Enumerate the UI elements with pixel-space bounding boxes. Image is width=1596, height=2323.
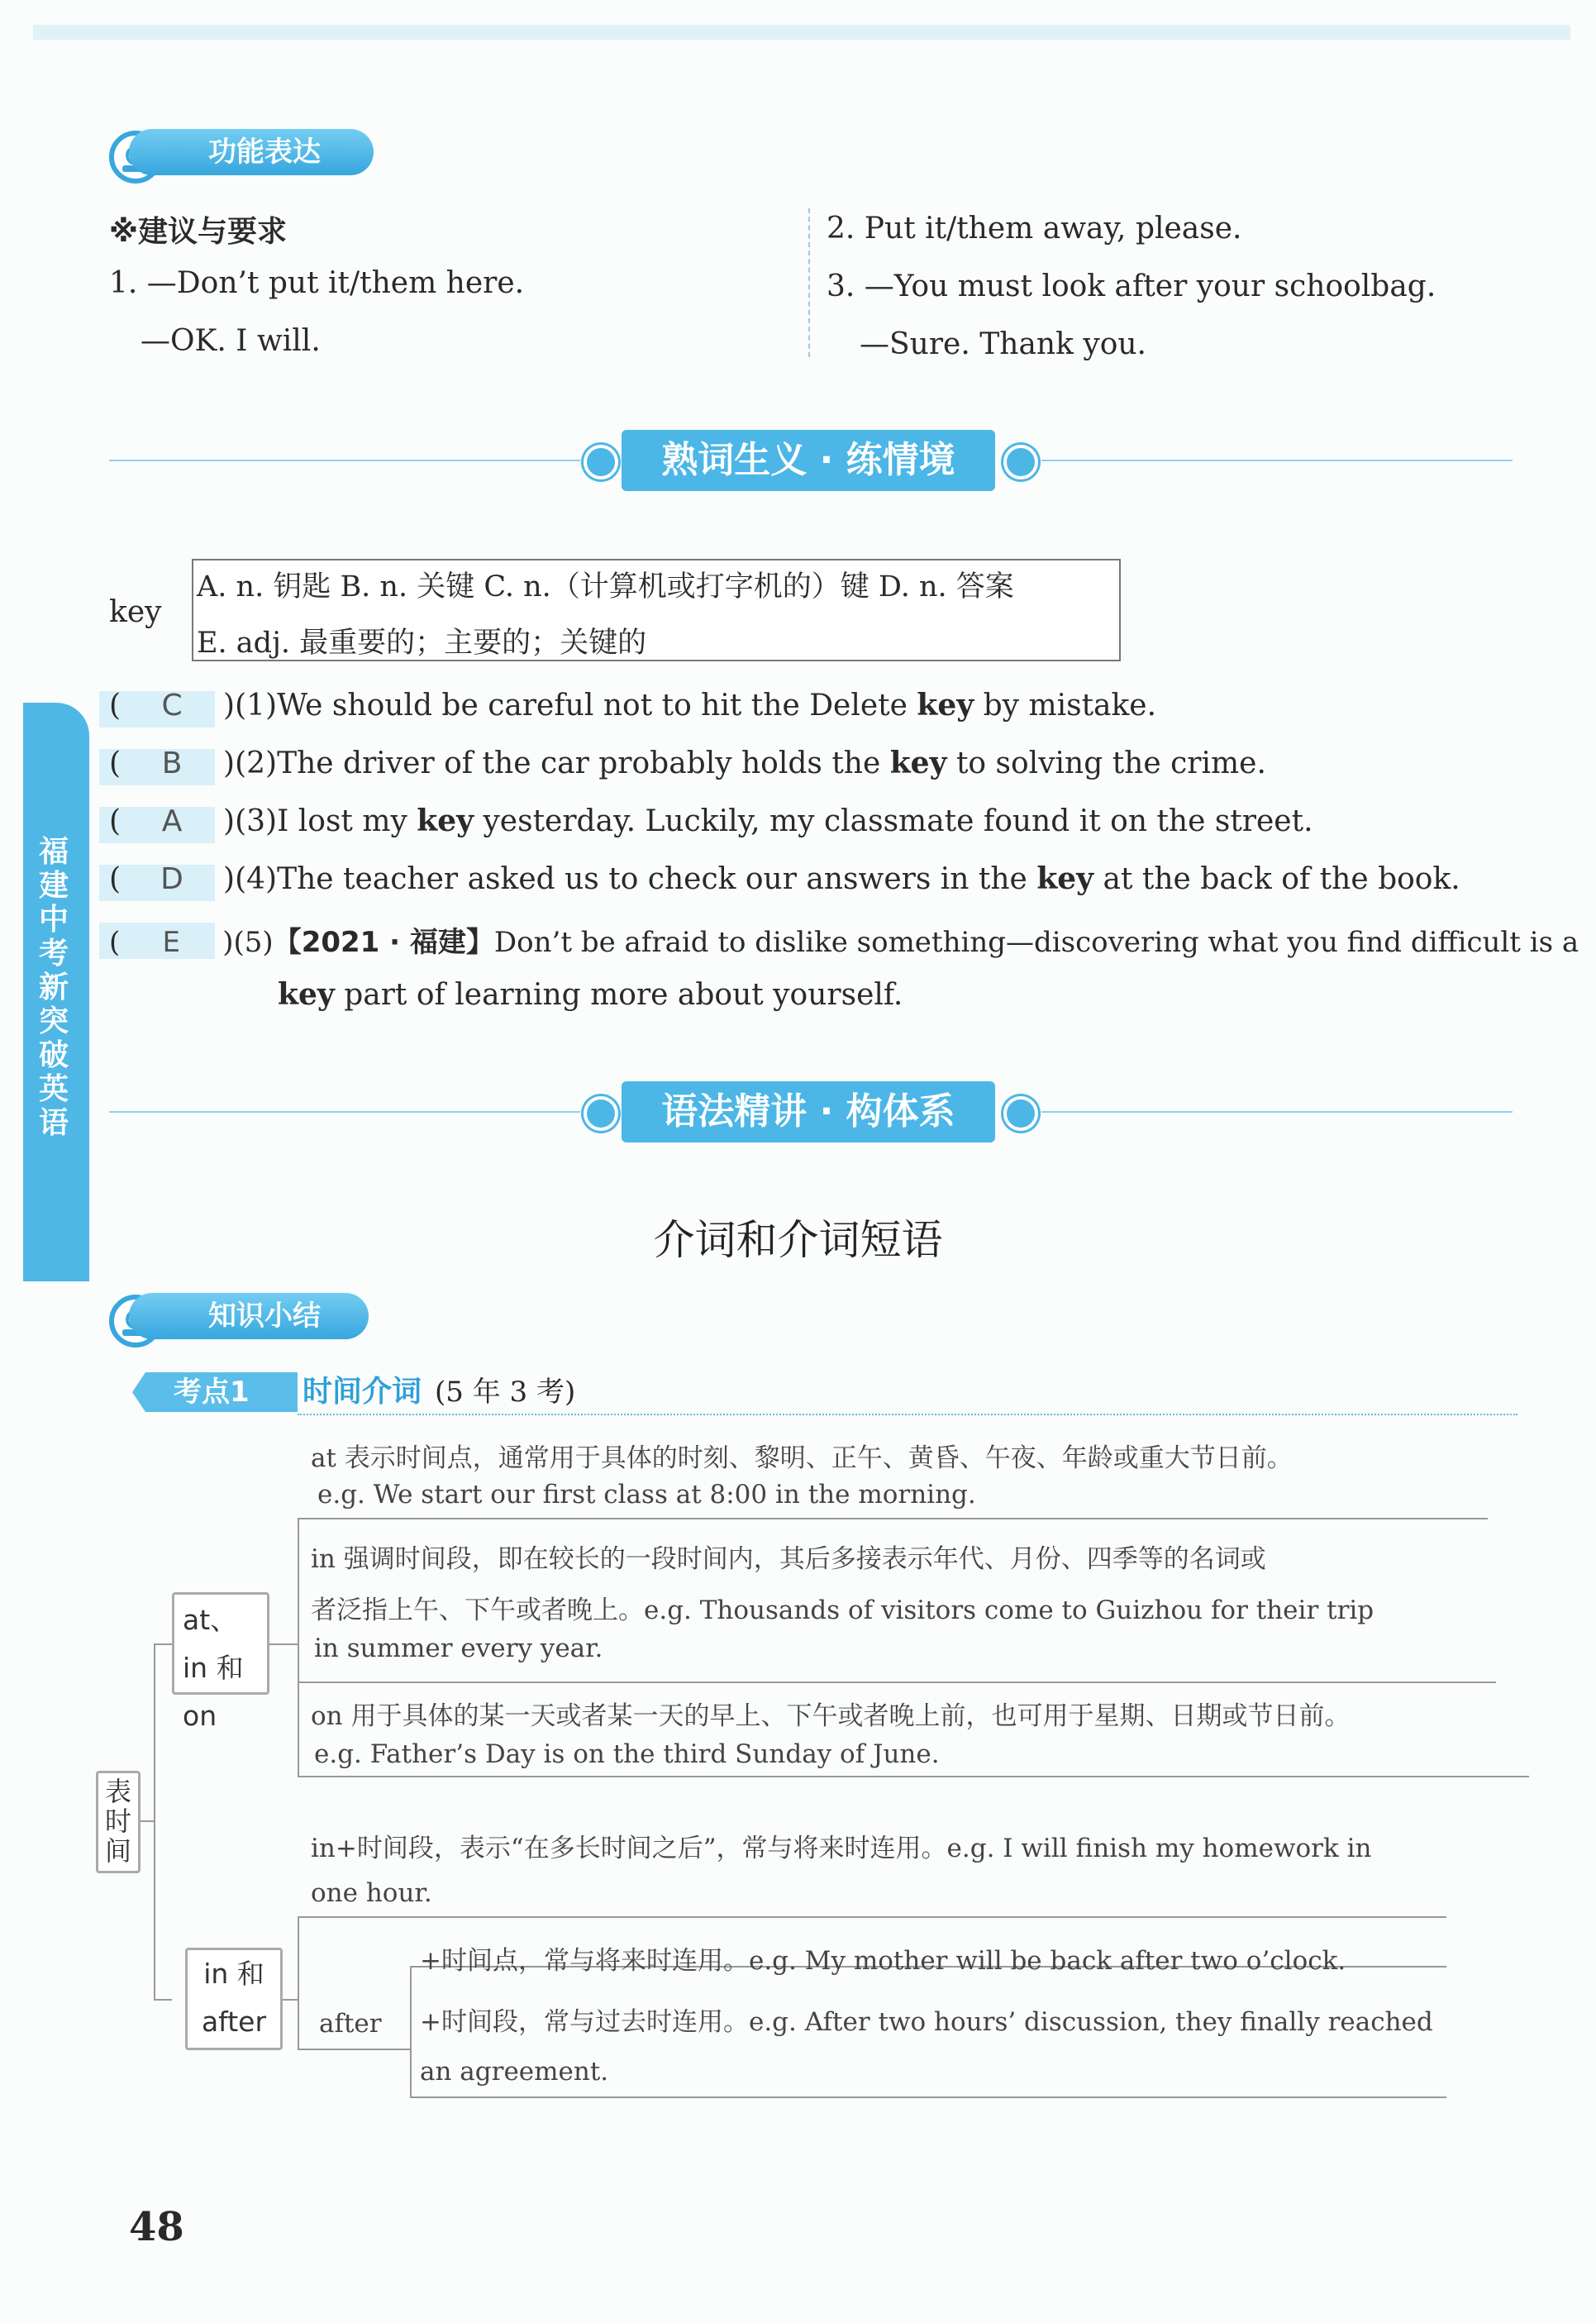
- grammar-topic: 介词和介词短语: [653, 1216, 943, 1264]
- function-right-line-2: 3. —You must look after your schoolbag.: [827, 270, 1436, 303]
- item-number: (3): [235, 804, 278, 838]
- node-in-after: in 和 after: [185, 1948, 283, 2050]
- divider-line-right: [1041, 460, 1513, 461]
- item-text-after: yesterday. Luckily, my classmate found it on the street.: [474, 804, 1313, 838]
- on-separator: [298, 1776, 1529, 1777]
- item-source: 【2021 · 福建】: [273, 926, 494, 959]
- in-period-text-1: in+时间段，表示“在多长时间之后”，常与将来时连用。e.g. I will finish my homework in: [311, 1834, 1372, 1863]
- function-right-line-1: 2. Put it/them away, please.: [827, 212, 1242, 246]
- at-example: e.g. We start our first class at 8:00 in the morning.: [317, 1480, 976, 1510]
- divider-line-left-2: [109, 1111, 580, 1113]
- branch-connector-1: [154, 1643, 172, 1645]
- banner-dot-right-2: [1003, 1096, 1038, 1131]
- answer-1: C: [161, 689, 183, 723]
- vocab-word: key: [109, 595, 162, 629]
- item-text-after: part of learning more about yourself.: [334, 978, 903, 1012]
- item-keyword: key: [278, 977, 335, 1012]
- banner-dot-left: [584, 445, 618, 479]
- divider-line-left: [109, 460, 580, 461]
- in-text-3: in summer every year.: [314, 1634, 603, 1663]
- root-connector: [141, 1820, 154, 1822]
- grammar-section-banner: 语法精讲 · 构体系: [622, 1081, 995, 1142]
- item-keyword: key: [917, 688, 974, 723]
- point-label: 考点1: [174, 1376, 250, 1409]
- at-text: at 表示时间点，通常用于具体的时刻、黎明、正午、黄昏、午夜、年龄或重大节日前。: [311, 1443, 1293, 1473]
- function-left-line-2: —OK. I will.: [141, 324, 321, 358]
- node-after: after: [319, 2009, 382, 2039]
- item-text-after: to solving the crime.: [946, 747, 1266, 780]
- point-underline: [298, 1414, 1517, 1415]
- banner-dot-left-2: [584, 1096, 618, 1131]
- in-text-1: in 强调时间段，即在较长的一段时间内，其后多接表示年代、月份、四季等的名词或: [311, 1544, 1266, 1574]
- answer-5: E: [162, 926, 180, 959]
- item-keyword: key: [889, 746, 947, 780]
- summary-title: 知识小结: [129, 1293, 369, 1339]
- item-text-before: Don’t be afraid to dislike something—discovering what you find difficult is a: [493, 926, 1579, 959]
- after-period-text-2: an agreement.: [420, 2057, 609, 2087]
- meanings-line-1: A. n. 钥匙 B. n. 关键 C. n.（计算机或打字机的）键 D. n. 答案: [197, 570, 1014, 603]
- after-node-underline: [298, 2049, 410, 2050]
- banner-dot-right: [1003, 445, 1038, 479]
- side-tab-text: 福建中考新突破 英语: [38, 835, 79, 1140]
- in-period-separator: [298, 1916, 1446, 1918]
- point-note: (5 年 3 考): [435, 1376, 576, 1409]
- item-number: (1): [235, 689, 278, 723]
- at-in-on-connector: [269, 1643, 298, 1645]
- item-text-after: at the back of the book.: [1093, 862, 1460, 896]
- in-text-2: 者泛指上午、下午或者晚上。e.g. Thousands of visitors come to Guizhou for their trip: [311, 1596, 1374, 1625]
- after-point-text: +时间点，常与将来时连用。e.g. My mother will be back after two o’clock.: [420, 1946, 1346, 1976]
- top-bar: [33, 25, 1570, 40]
- item-text-before: I lost my: [277, 804, 417, 838]
- function-left-line-1: 1. —Don’t put it/them here.: [109, 266, 525, 300]
- after-bracket: [298, 1916, 299, 2049]
- item-text-before: The driver of the car probably holds the: [277, 747, 890, 780]
- after-sub-bracket: [410, 1966, 412, 2096]
- root-branch-line: [154, 1643, 155, 1999]
- item-number: (5): [233, 926, 274, 959]
- item-text-before: We should be careful not to hit the Delete: [277, 689, 917, 723]
- on-text: on 用于具体的某一天或者某一天的早上、下午或者晚上前，也可用于星期、日期或节日前。: [311, 1701, 1351, 1731]
- answer-3: A: [161, 804, 183, 838]
- function-heading: ※建议与要求: [109, 215, 287, 249]
- after-period-separator: [410, 2096, 1446, 2098]
- item-number: (4): [235, 862, 278, 896]
- vocab-section-banner: 熟词生义 · 练情境: [622, 430, 995, 491]
- point-title: 时间介词: [303, 1375, 422, 1409]
- on-example: e.g. Father’s Day is on the third Sunday of June.: [314, 1739, 940, 1769]
- item-keyword: key: [1036, 861, 1094, 896]
- after-branch-connector: [283, 1999, 298, 2001]
- meanings-line-2: E. adj. 最重要的；主要的；关键的: [197, 627, 647, 660]
- function-right-line-3: —Sure. Thank you.: [860, 327, 1146, 361]
- branch-connector-2: [154, 1999, 172, 2001]
- root-node: 表时间: [96, 1771, 141, 1873]
- in-separator: [298, 1681, 1496, 1683]
- item-number: (2): [235, 747, 278, 780]
- vocab-item-5-continued: [278, 977, 903, 1012]
- divider-line-right-2: [1041, 1111, 1513, 1113]
- item-keyword: key: [417, 804, 474, 838]
- item-text-before: The teacher asked us to check our answers in the: [277, 862, 1037, 896]
- answer-2: B: [161, 747, 183, 780]
- page-number: 48: [129, 2204, 184, 2250]
- function-section-title: 功能表达: [129, 129, 374, 175]
- after-period-text-1: +时间段，常与过去时连用。e.g. After two hours’ discussion, they finally reached: [420, 2007, 1433, 2037]
- item-text-after: by mistake.: [974, 689, 1157, 723]
- in-period-text-2: one hour.: [311, 1878, 432, 1908]
- at-in-on-bracket: [298, 1518, 299, 1776]
- at-separator: [298, 1518, 1488, 1519]
- answer-4: D: [160, 862, 183, 896]
- node-at-in-on: at、in 和on: [172, 1592, 269, 1695]
- column-divider: [808, 208, 810, 357]
